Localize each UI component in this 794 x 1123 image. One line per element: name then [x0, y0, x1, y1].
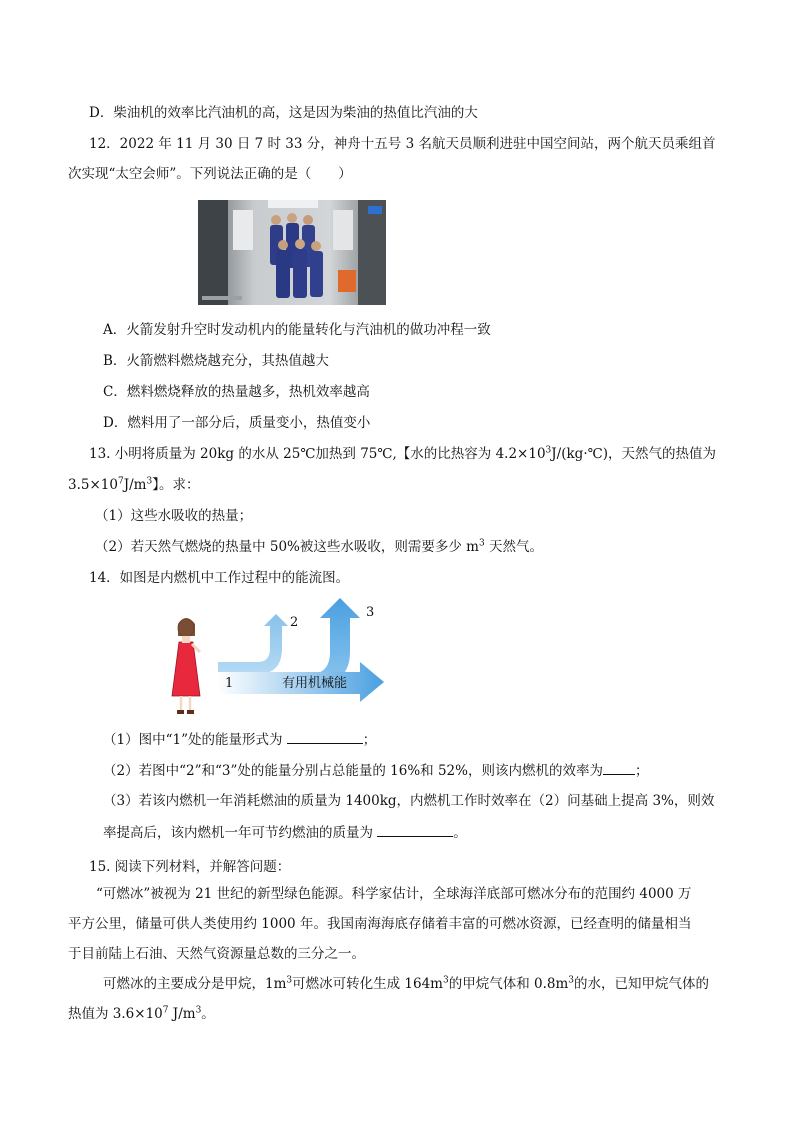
- figure-label-2: 2: [290, 615, 299, 630]
- figure-label-useful-energy: 有用机械能: [282, 676, 348, 691]
- q15-paragraph1-line3: 于目前陆上石油、天然气资源量总数的三分之一。: [68, 946, 365, 962]
- q12-option-d: D．燃料用了一部分后，质量变小，热值变小: [103, 415, 371, 431]
- p2-text-4: 的水，已知甲烷气体的: [574, 976, 710, 992]
- q15-paragraph1-line1: “可燃冰”被视为 21 世纪的新型绿色能源。科学家估计，全球海洋底部可燃冰分布的范围约 4000 万: [96, 886, 692, 902]
- q14-stem: 14．如图是内燃机中工作过程中的能流图。: [89, 570, 350, 586]
- q15-paragraph2-line2: [68, 1004, 215, 1024]
- q14-part3-blank[interactable]: [377, 822, 453, 837]
- p2b-text-1: 热值为 3.6×10: [68, 1006, 163, 1022]
- figure-label-3: 3: [366, 605, 375, 620]
- figure-label-1: 1: [225, 676, 234, 691]
- q13-text-a: 13. 小明将质量为 20kg 的水从 25℃加热到 75℃,【水的比热容为 4.2×10: [89, 446, 546, 462]
- q13-part2-sup: 3: [478, 538, 485, 549]
- q13-stem-line1: [89, 444, 716, 464]
- q14-part1-blank[interactable]: [287, 729, 363, 744]
- q15-paragraph2-line1: [103, 974, 709, 994]
- q12-stem-line1: 12．2022 年 11 月 30 日 7 时 33 分，神舟十五号 3 名航天员顺利进驻中国空间站，两个航天员乘组首: [89, 136, 716, 152]
- p2-text-3: 的甲烷气体和 0.8m: [448, 976, 569, 992]
- energy-flow-figure: [170, 598, 400, 718]
- loss-arrow-2: [218, 614, 288, 674]
- q14-part3-text: 率提高后，该内燃机一年可节约燃油的质量为: [103, 825, 373, 841]
- q13-text-b-tail: J/m: [123, 477, 147, 493]
- q12-option-b: B．火箭燃料燃烧越充分，其热值越大: [103, 353, 329, 369]
- q12-option-a: A．火箭发射升空时发动机内的能量转化与汽油机的做功冲程一致: [103, 322, 491, 338]
- p2b-sup-2: 3: [195, 1005, 202, 1016]
- q13-part2: [95, 537, 543, 557]
- q14-part1-end: ；: [362, 732, 377, 748]
- p2-sup-1: 3: [286, 975, 293, 986]
- q11-option-d: D．柴油机的效率比汽油机的高，这是因为柴油的热值比汽油的大: [89, 105, 478, 121]
- q13-sup-a: 3: [545, 445, 552, 456]
- p2-text-1: 可燃冰的主要成分是甲烷，1m: [103, 976, 287, 992]
- p2b-text-2: J/m: [168, 1006, 196, 1022]
- q12-stem-line2: 次实现“太空会师”。下列说法正确的是（ ）: [68, 166, 352, 182]
- q12-option-c: C．燃料燃烧释放的热量越多，热机效率越高: [103, 384, 370, 400]
- q15-stem: 15. 阅读下列材料，并解答问题：: [89, 859, 291, 875]
- q14-part3-end: 。: [453, 825, 467, 841]
- q13-part2-text: （2）若天然气燃烧的热量中 50%被这些水吸收，则需要多少 m: [95, 539, 479, 555]
- space-station-photo: [198, 200, 386, 305]
- q14-part1: [103, 729, 376, 750]
- q13-text-b: 3.5×10: [68, 477, 118, 493]
- p2-text-2: 可燃冰可转化生成 164m: [292, 976, 443, 992]
- p2-sup-2: 3: [443, 975, 449, 986]
- q13-sup-b: 7: [117, 476, 124, 487]
- p2b-sup-1: 7: [162, 1005, 169, 1016]
- q13-part1: （1）这些水吸收的热量；: [95, 508, 253, 524]
- p2-sup-3: 3: [568, 975, 575, 986]
- q13-sup-b2: 3: [146, 476, 153, 487]
- q14-part2-text: （2）若图中“2”和“3”处的能量分别占总能量的 16%和 52%，则该内燃机的效率为: [103, 763, 603, 779]
- q14-part2-end: ；: [634, 763, 649, 779]
- q13-part2-tail: 天然气。: [484, 539, 544, 555]
- q14-part2-blank[interactable]: [603, 760, 635, 775]
- q15-paragraph1-line2: 平方公里，储量可供人类使用约 1000 年。我国南海海底存储着丰富的可燃冰资源，已经查明的储量相当: [68, 916, 692, 932]
- girl-illustration: [172, 618, 200, 714]
- p2b-text-3: 。: [201, 1006, 215, 1022]
- q14-part3-line2: [103, 822, 467, 843]
- q14-part2: [103, 760, 648, 781]
- q14-part3-line1: （3）若该内燃机一年消耗燃油的质量为 1400kg，内燃机工作时效率在（2）问基础上提高 3%，则效: [103, 793, 715, 809]
- q14-part1-text: （1）图中“1”处的能量形式为: [103, 732, 283, 748]
- q13-text-b-end: 】。求：: [152, 477, 200, 493]
- q13-stem-line2: [68, 475, 199, 495]
- q13-text-a-tail: J/(kg·℃)，天然气的热值为: [551, 446, 716, 462]
